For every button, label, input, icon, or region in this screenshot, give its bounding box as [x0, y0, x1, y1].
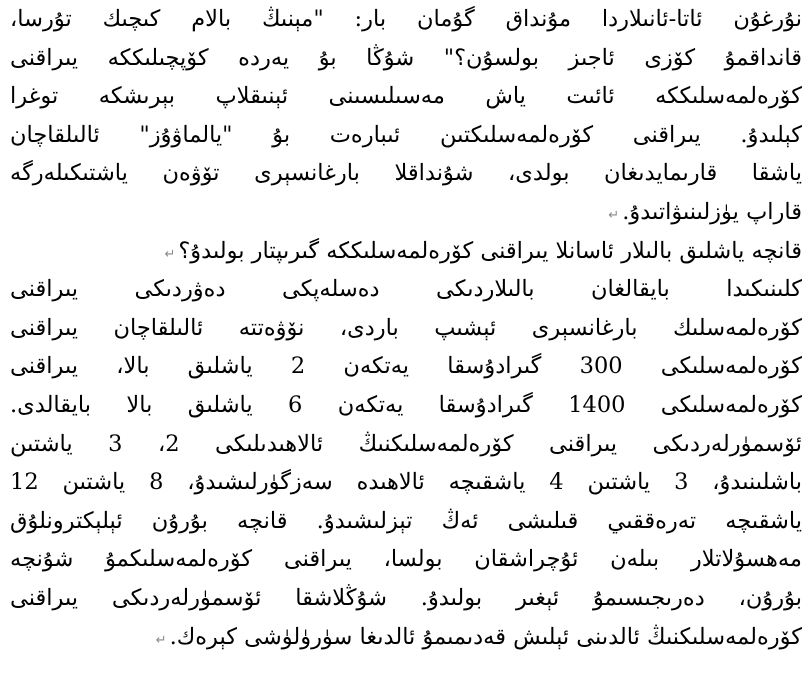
text-line: كېلىدۇ. يىراقنى كۆرەلمەسلىكتىن ئىبارەت بۇ "يالماۋۇز" ئالىلقاچان: [10, 121, 802, 148]
paragraph-mark-icon: ↵: [164, 246, 176, 262]
text-line-last: [10, 618, 802, 657]
paragraph-mark-icon: ↵: [608, 207, 620, 223]
text-line: باشلىنىدۇ، 3 ياشتىن 4 ياشقىچە ئالاھىدە سەزگۈرلىشىدۇ، 8 ياشتىن 12: [10, 469, 802, 496]
text-line: كلىنىكىدا بايقالغان بالىلاردىكى دەسلەپكى دەۋردىكى يىراقنى: [10, 276, 802, 303]
text-line: ياشقىچە تەرەققىي قىلىشى ئەڭ تېزلىشىدۇ. قانچە بۇرۇن ئېلېكترونلۇق: [10, 507, 802, 534]
text-line: كۆرەلمەسلىك بارغانسېرى ئېشىپ باردى، نۆۋەتتە ئالىلقاچان يىراقنى: [10, 314, 802, 341]
text-line: ياشقا قارىمايدىغان بولدى، شۇنداقلا بارغانسېرى تۆۋەن ياشتىكىلەرگە: [10, 160, 802, 187]
paragraph-2: [10, 232, 802, 271]
text-content: كۆرەلمەسلىكنىڭ ئالدىنى ئېلىش قەدىمىمۇ ئالدىغا سۈرۈلۈشى كېرەك.: [169, 623, 802, 650]
text-line: ئۆسمۈرلەردىكى يىراقنى كۆرەلمەسلىكنىڭ ئالاھىدىلىكى 2، 3 ياشتىن: [10, 430, 802, 457]
text-content: قاراپ يۈزلىنىۋاتىدۇ.: [622, 198, 802, 225]
text-line-last: [10, 232, 802, 271]
paragraph-3: [10, 270, 802, 656]
paragraph-mark-icon: ↵: [155, 632, 167, 648]
text-line: بۇرۇن، دەرىجىسىمۇ ئېغىر بولىدۇ. شۇڭلاشقا ئۆسمۈرلەردىكى يىراقنى: [10, 584, 802, 611]
text-line: كۆرەلمەسلىكى 1400 گىرادۇسقا يەتكەن 6 ياشلىق بالا بايقالدى.: [10, 391, 802, 418]
text-content: قانچە ياشلىق بالىلار ئاسانلا يىراقنى كۆرەلمەسلىككە گىرىپتار بولىدۇ؟: [178, 237, 802, 264]
text-line-last: [10, 193, 802, 232]
text-line: كۆرەلمەسلىكى 300 گىرادۇسقا يەتكەن 2 ياشلىق بالا، يىراقنى: [10, 353, 802, 380]
text-line: كۆرەلمەسلىككە ئائىت ياش مەسىلىسىنى ئېنىقلاپ بېرىشكە توغرا: [10, 83, 802, 110]
text-line: نۇرغۇن ئاتا-ئانىلاردا مۇنداق گۇمان بار: "مېنىڭ بالام كىچىك تۇرسا،: [10, 6, 802, 32]
paragraph-1: [10, 0, 802, 232]
text-line: مەھسۇلاتلار بىلەن ئۇچراشقان بولسا، يىراقنى كۆرەلمەسلىكمۇ شۇنچە: [10, 546, 802, 573]
text-line: قانداقمۇ كۆزى ئاجىز بولسۇن؟" شۇڭا بۇ يەردە كۆپچىلىككە يىراقنى: [10, 44, 802, 71]
